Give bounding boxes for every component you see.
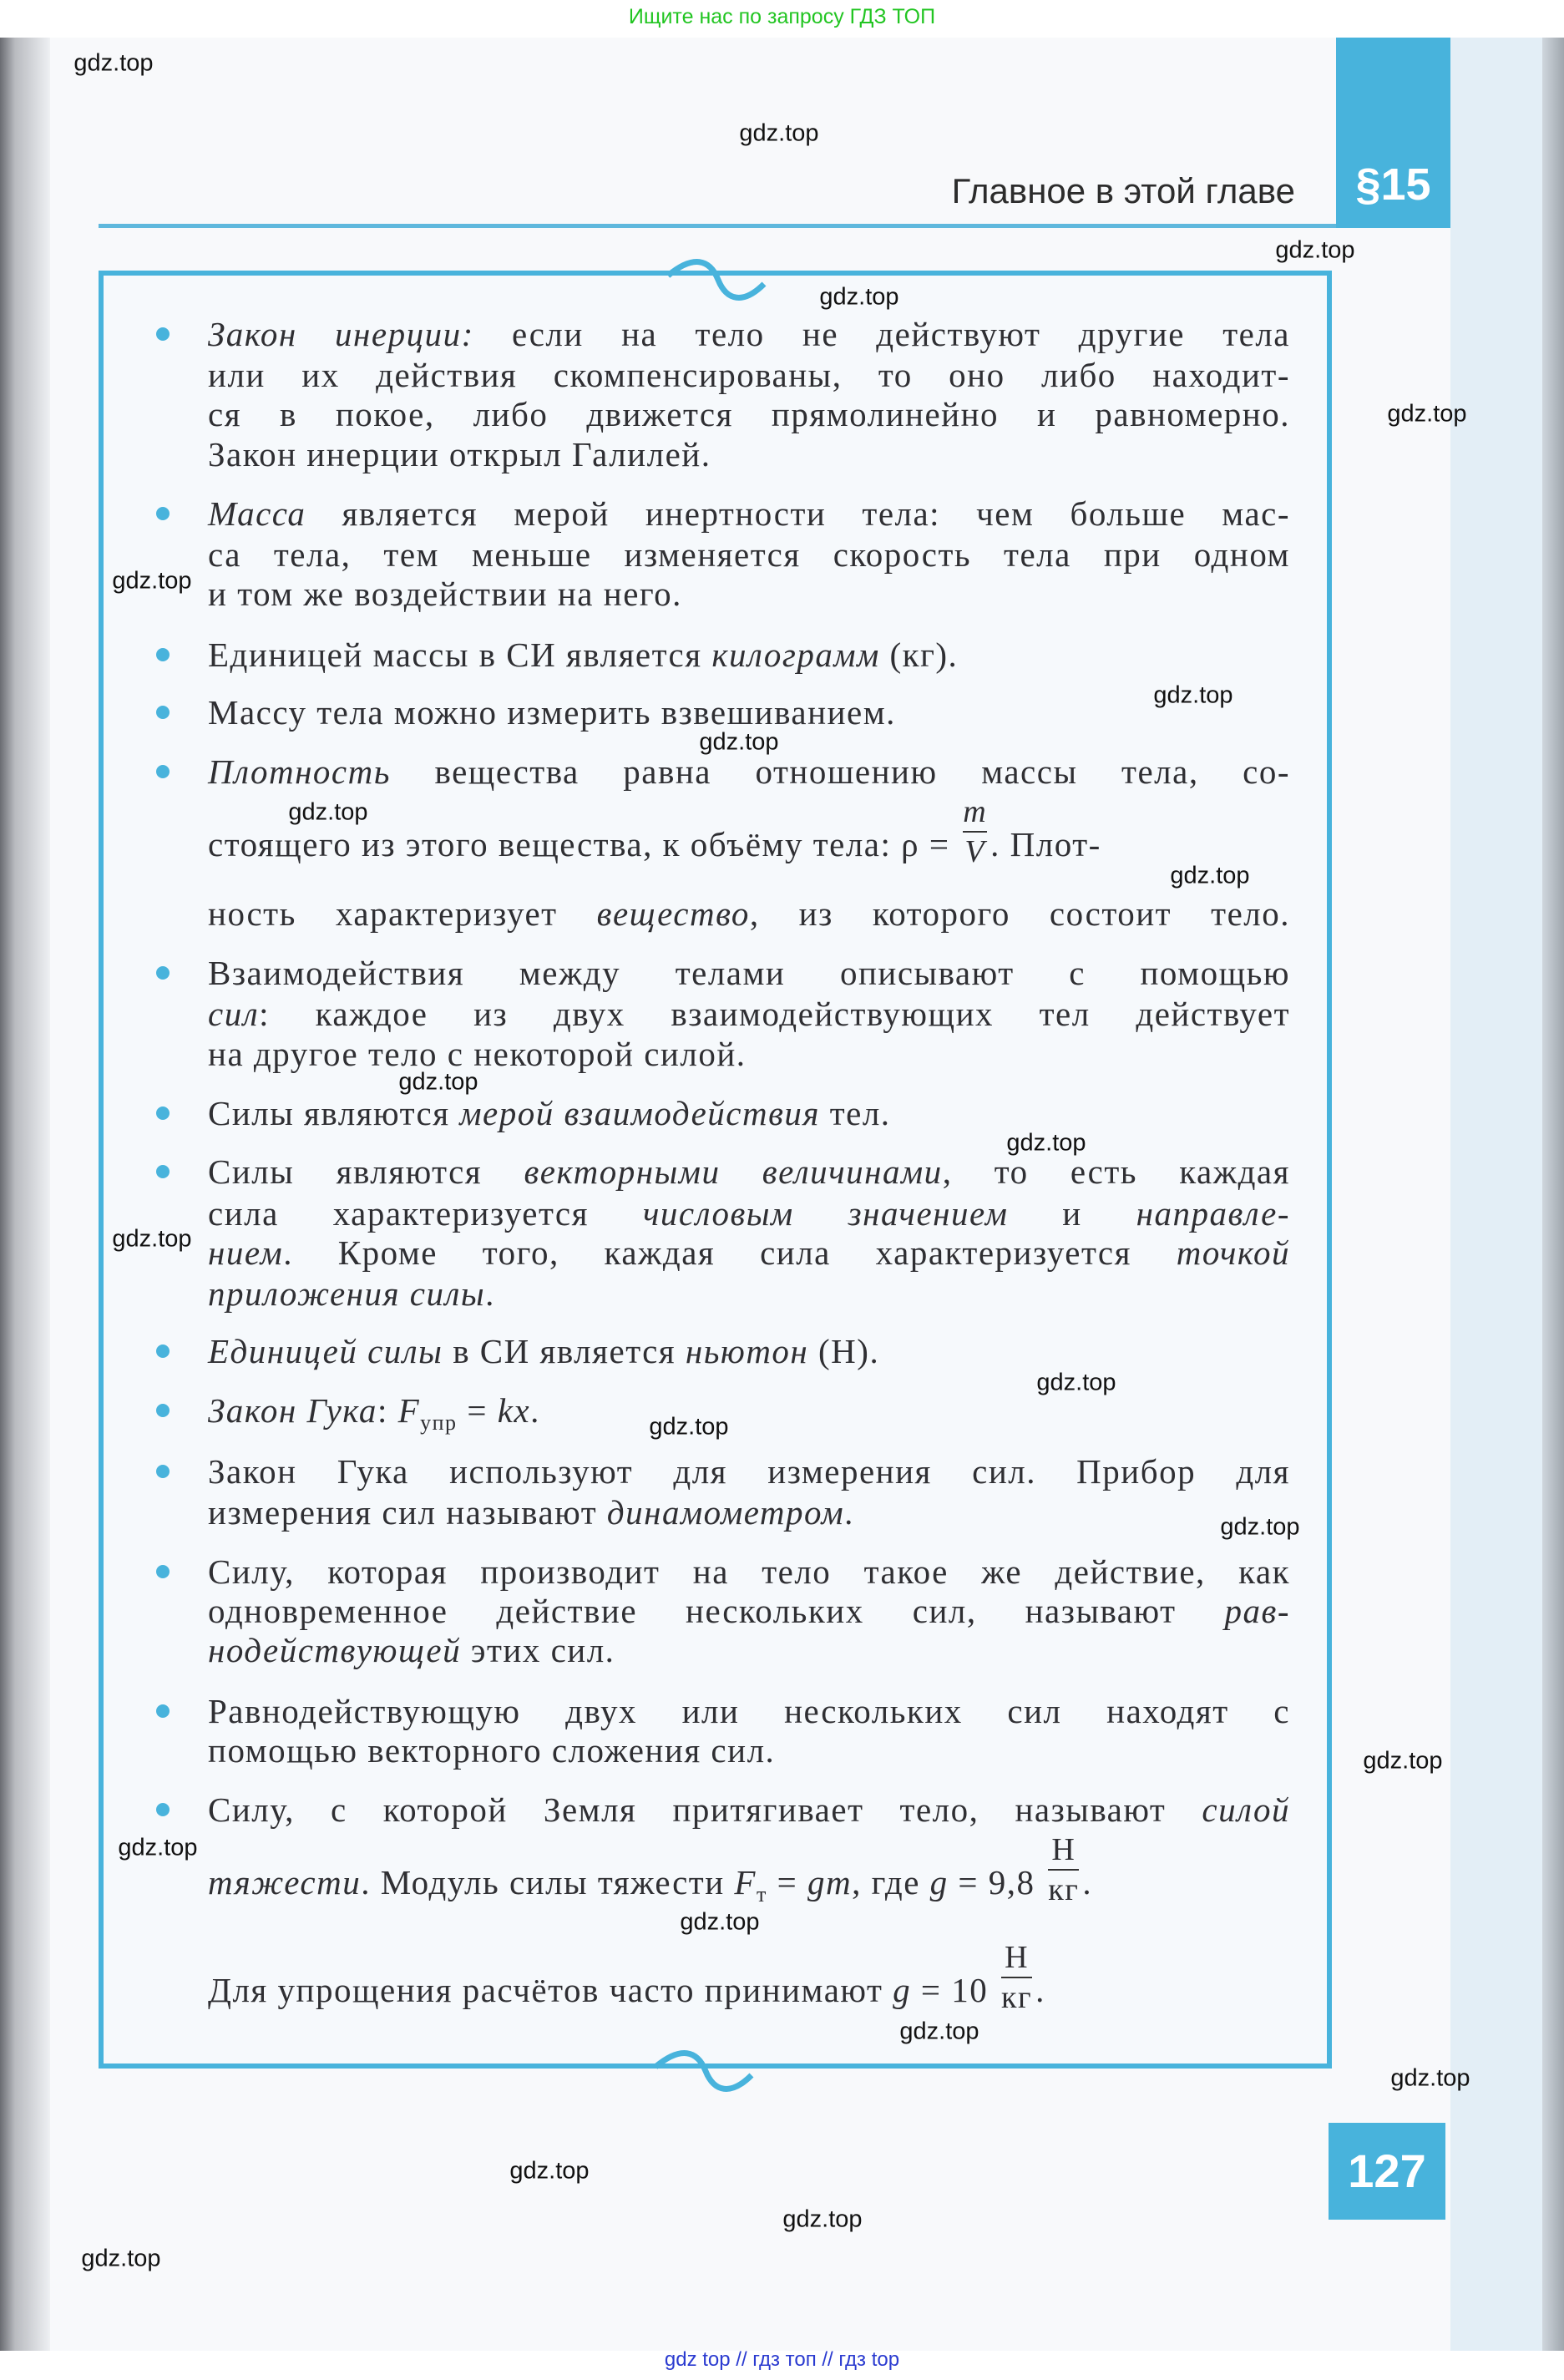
text: Закон Гука используют для измерения сил. Прибор для (208, 1452, 1290, 1491)
text: в СИ является (443, 1332, 686, 1370)
text-line (208, 494, 1290, 534)
watermark: gdz.top (73, 49, 154, 77)
text: = (767, 1863, 807, 1901)
watermark: gdz.top (509, 2157, 590, 2185)
text-line (208, 1630, 1290, 1670)
text: . (530, 1391, 540, 1430)
term: векторными величинами (524, 1152, 943, 1191)
watermark: gdz.top (118, 1834, 198, 1861)
text: . (1035, 1971, 1045, 2009)
term: числовым значением (642, 1194, 1009, 1233)
watermark: gdz.top (112, 567, 192, 595)
formula-symbol: kx (497, 1391, 531, 1430)
numerator: Н (1051, 1831, 1076, 1867)
bullet-icon (156, 1565, 170, 1578)
formula-symbol: F (397, 1391, 421, 1430)
page-title: Главное в этой главе (951, 171, 1295, 210)
text: (кг). (879, 636, 959, 674)
text-line (208, 534, 1290, 575)
text: Взаимодействия между телами описывают с помощью (208, 954, 1290, 992)
text-line (208, 1451, 1290, 1491)
term: килограмм (711, 636, 880, 674)
watermark: gdz.top (680, 1908, 760, 1936)
bullet-icon (156, 1704, 170, 1718)
text: , где (852, 1863, 930, 1901)
bullet-icon (156, 648, 170, 661)
term: силой (1202, 1790, 1290, 1829)
text: Силы являются (208, 1152, 524, 1191)
term: Масса (208, 494, 306, 533)
text: = (457, 1391, 498, 1430)
bullet-icon (156, 1803, 170, 1816)
text: : (377, 1391, 398, 1430)
watermark: gdz.top (1153, 681, 1233, 709)
bullet-icon (156, 1106, 170, 1120)
watermark: gdz.top (112, 1225, 192, 1253)
text-line (208, 1274, 1290, 1314)
footer-links[interactable]: gdz top // гдз топ // гдз top (664, 2348, 900, 2371)
text: одновременное действие нескольких сил, называют (208, 1592, 1225, 1630)
text-line (208, 574, 1290, 614)
text: тел. (819, 1094, 891, 1132)
text: ся в покое, либо движется прямолинейно и равномерно. (208, 395, 1290, 433)
text-line (208, 1939, 1290, 2045)
term: точкой (1176, 1233, 1290, 1272)
text: : каждое из двух взаимодействующих тел действует (259, 995, 1290, 1033)
term: рав- (1224, 1592, 1290, 1630)
watermark: gdz.top (899, 2018, 979, 2045)
term: динамометром (606, 1493, 845, 1532)
text: на другое тело с некоторой силой. (208, 1035, 747, 1073)
watermark: gdz.top (782, 2205, 863, 2233)
term: Плотность (208, 752, 391, 791)
text: Массу тела можно измерить взвешиванием. (208, 693, 896, 732)
watermark: gdz.top (1036, 1369, 1116, 1396)
watermark: gdz.top (739, 119, 819, 147)
text-line (208, 1552, 1290, 1592)
text: Силу, которая производит на тело такое же действие, как (208, 1552, 1290, 1591)
text-line (208, 1691, 1290, 1731)
text: = 9,8 (948, 1863, 1045, 1901)
bullet-icon (156, 765, 170, 778)
text-line (208, 1390, 1290, 1436)
denominator: V (964, 833, 986, 869)
text: Для упрощения расчётов часто принимают (208, 1971, 893, 2009)
text: является мерой инертности тела: чем больше мас- (306, 494, 1290, 533)
term: приложения силы (208, 1274, 486, 1313)
term: тяжести (208, 1863, 362, 1901)
text: ность характеризует (208, 894, 597, 933)
term: Единицей силы (208, 1332, 443, 1370)
page-spine-shadow (0, 38, 50, 2351)
wave-decoration-top (660, 251, 777, 309)
watermark: gdz.top (288, 798, 368, 826)
text-line (208, 434, 1290, 474)
term: вещество (596, 894, 750, 933)
text: помощью векторного сложения сил. (208, 1731, 776, 1770)
denominator: кг (1001, 1979, 1033, 2015)
unit-fraction (1048, 1831, 1080, 1907)
bullet-icon (156, 1165, 170, 1178)
watermark: gdz.top (1006, 1129, 1086, 1157)
watermark: gdz.top (81, 2245, 161, 2272)
text: стоящего из этого вещества, к объёму тела: ρ = (208, 825, 960, 863)
text-line (208, 894, 1290, 934)
text-line (208, 994, 1290, 1034)
formula-subscript: т (756, 1882, 767, 1907)
watermark: gdz.top (1387, 400, 1467, 428)
bullet-icon (156, 706, 170, 719)
bullet-icon (156, 327, 170, 341)
watermark: gdz.top (1390, 2064, 1470, 2092)
unit-fraction (1001, 1939, 1033, 2015)
text-line (208, 1193, 1290, 1233)
text-line (208, 752, 1290, 792)
text: и том же воздействии на него. (208, 575, 682, 613)
watermark: gdz.top (1220, 1513, 1300, 1541)
density-fraction (963, 793, 988, 869)
bullet-icon (156, 1404, 170, 1417)
text: и (1008, 1194, 1136, 1233)
term: Закон инерции: (208, 315, 474, 353)
numerator: Н (1005, 1939, 1030, 1975)
bullet-icon (156, 1465, 170, 1478)
text: Единицей массы в СИ является (208, 636, 712, 674)
text: Закон инерции открыл Галилей. (208, 435, 711, 473)
text: этих сил. (461, 1631, 615, 1669)
search-banner[interactable]: Ищите нас по запросу ГДЗ ТОП (0, 0, 1564, 38)
bullet-icon (156, 507, 170, 520)
watermark: gdz.top (1170, 862, 1250, 889)
text-line (208, 1790, 1290, 1830)
term: мерой взаимодействия (459, 1094, 820, 1132)
watermark: gdz.top (1275, 236, 1355, 264)
text: Равнодействующую двух или нескольких сил находят с (208, 1692, 1290, 1730)
text: Силу, с которой Земля притягивает тело, называют (208, 1790, 1202, 1829)
term: направле- (1136, 1194, 1290, 1233)
denominator: кг (1048, 1871, 1080, 1907)
text-line (208, 314, 1290, 354)
text-line (208, 355, 1290, 395)
text-line (208, 1093, 1290, 1133)
page-number: 127 (1329, 2123, 1445, 2220)
text-line (208, 1331, 1290, 1371)
text: . Плот- (990, 825, 1101, 863)
text-line (208, 692, 1290, 732)
watermark: gdz.top (819, 283, 899, 311)
header-divider (99, 224, 1336, 228)
text: сила характеризуется (208, 1194, 643, 1233)
text: . (844, 1493, 854, 1532)
text: , то есть каждая (942, 1152, 1290, 1191)
text: , из которого состоит тело. (749, 894, 1290, 933)
text: = 10 (911, 1971, 999, 2009)
term: нием (208, 1233, 284, 1272)
text-line (208, 394, 1290, 434)
watermark: gdz.top (398, 1068, 478, 1096)
text-line (208, 1152, 1290, 1192)
formula-symbol: gm (807, 1863, 853, 1901)
formula-symbol: F (734, 1863, 757, 1901)
text-line (208, 1492, 1290, 1532)
term: нодействующей (208, 1631, 462, 1669)
text-line (208, 635, 1290, 675)
page-margin-strip (1450, 38, 1542, 2351)
text: Силы являются (208, 1094, 460, 1132)
text: . (485, 1274, 495, 1313)
text-line (208, 1591, 1290, 1631)
term: Закон Гука (208, 1391, 377, 1430)
text: (Н). (808, 1332, 880, 1370)
text-line (208, 1034, 1290, 1074)
formula-symbol: g (929, 1863, 949, 1901)
text-line (208, 1730, 1290, 1770)
text-line (208, 953, 1290, 993)
wave-decoration-bottom (647, 2042, 764, 2100)
text: или их действия скомпенсированы, то оно либо находит- (208, 356, 1290, 394)
term: ньютон (685, 1332, 809, 1370)
formula-symbol: g (893, 1971, 912, 2009)
formula-subscript: упр (420, 1410, 458, 1436)
term: сил (208, 995, 260, 1033)
watermark: gdz.top (1363, 1747, 1443, 1775)
text-line (208, 1233, 1290, 1273)
watermark: gdz.top (649, 1413, 729, 1441)
bullet-icon (156, 1344, 170, 1358)
text: са тела, тем меньше изменяется скорость тела при одном (208, 535, 1290, 574)
watermark: gdz.top (699, 728, 779, 756)
text: если на тело не действуют другие тела (473, 315, 1290, 353)
text: . Модуль силы тяжести (361, 1863, 735, 1901)
text: вещества равна отношению массы тела, со- (390, 752, 1290, 791)
bullet-icon (156, 966, 170, 980)
numerator: m (963, 793, 988, 829)
text: измерения сил называют (208, 1493, 607, 1532)
text: . Кроме того, каждая сила характеризуется (283, 1233, 1177, 1272)
page-edge (1542, 38, 1564, 2351)
section-number: §15 (1355, 160, 1431, 210)
text: . (1082, 1863, 1093, 1901)
